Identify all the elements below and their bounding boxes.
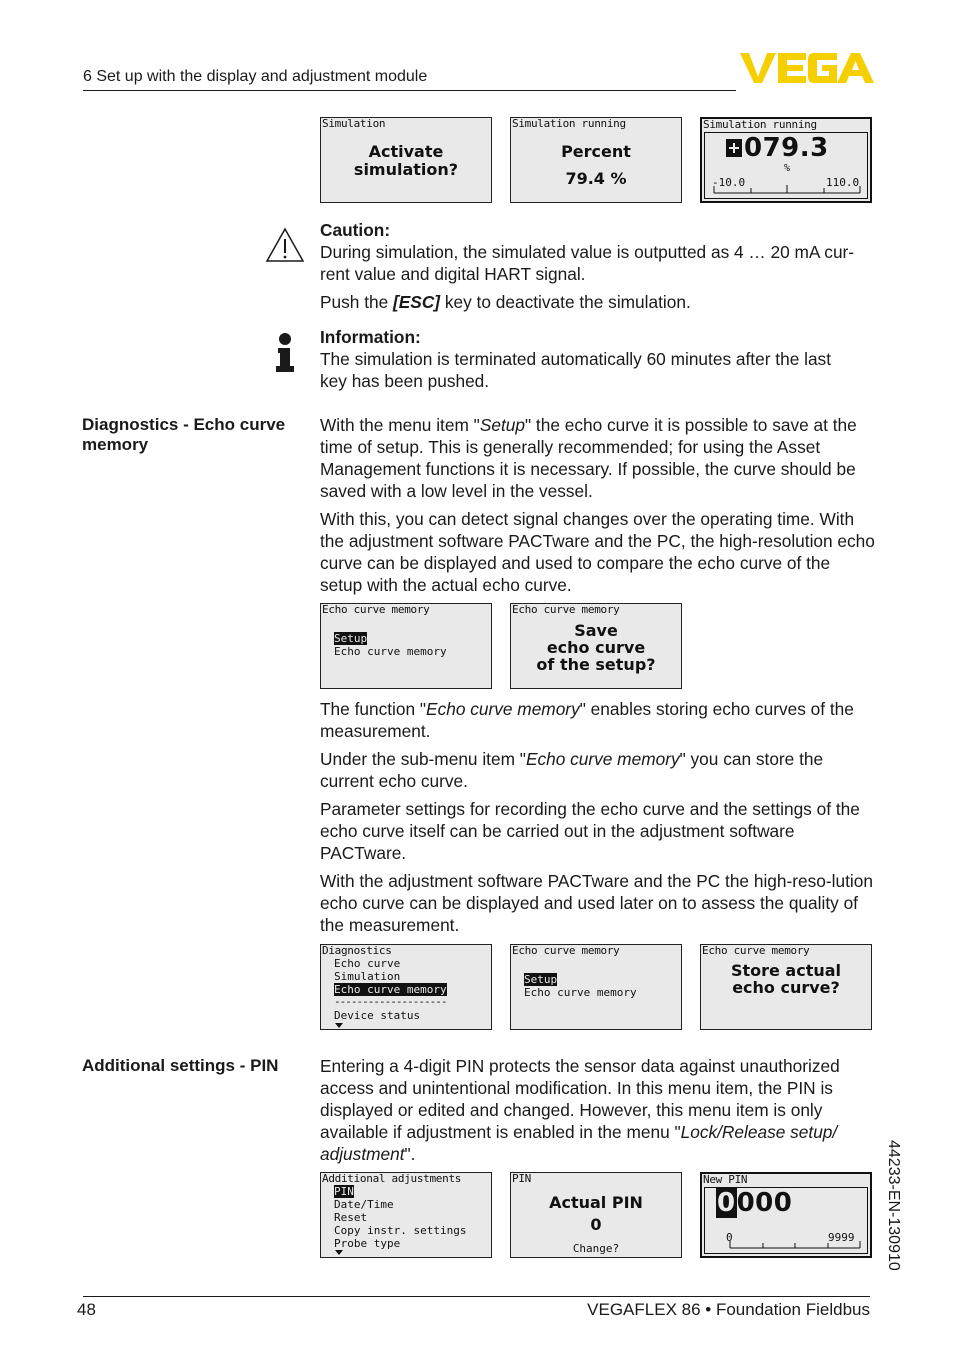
display-new-pin xyxy=(700,1172,872,1258)
display-min: 0 xyxy=(726,1231,733,1244)
display-scale xyxy=(712,183,862,195)
display-selected-item: Setup xyxy=(334,632,368,645)
display-caption: Echo curve memory xyxy=(322,603,430,616)
caution-text-line: rent value and digital HART signal. xyxy=(320,264,586,284)
section-label-pin: Additional settings - PIN xyxy=(82,1056,279,1075)
text-run: With the menu item " xyxy=(320,415,480,435)
paragraph: With the adjustment software PACTware and the PC the high-reso-lution echo curve can be displayed and used later on to assess the quality of the measurement. xyxy=(320,871,873,935)
display-menu-item: Simulation xyxy=(334,970,401,983)
text-run-italic: Echo curve memory xyxy=(525,749,680,769)
caution-text-line: During simulation, the simulated value is outputted as 4 … 20 mA cur- xyxy=(320,242,855,262)
display-menu-item: Echo curve memory xyxy=(524,986,637,999)
caution-push-text xyxy=(320,291,876,313)
display-max: 9999 xyxy=(828,1231,855,1244)
display-simulation-value xyxy=(700,117,872,203)
display-selected-item: PIN xyxy=(334,1185,354,1198)
display-line: echo curve xyxy=(546,638,646,657)
display-simulation xyxy=(320,117,492,203)
display-big-value: 079.3 xyxy=(744,133,829,163)
label-line: Diagnostics - Echo curve xyxy=(82,415,286,434)
paragraph xyxy=(320,1055,876,1165)
display-menu-item: Echo curve memory xyxy=(334,645,447,658)
display-caption: Diagnostics xyxy=(322,944,392,957)
display-menu-item: Date/Time xyxy=(334,1198,394,1211)
page-number: 48 xyxy=(77,1300,96,1319)
display-selected-item: Echo curve memory xyxy=(334,983,447,996)
diagnostics-text-2 xyxy=(320,698,876,936)
display-store-echo-curve xyxy=(700,944,872,1030)
document-code-text: 44233-EN-130910 xyxy=(885,1140,902,1271)
display-line: Percent xyxy=(561,142,631,161)
text-run: ". xyxy=(404,1144,416,1164)
section-label-diagnostics xyxy=(82,415,307,455)
display-selected-item: Setup xyxy=(524,973,558,986)
paragraph xyxy=(320,748,876,792)
display-caption: Echo curve memory xyxy=(512,944,620,957)
display-line: echo curve? xyxy=(732,978,840,997)
display-caption: Simulation running xyxy=(703,118,817,131)
header-rule xyxy=(83,90,736,91)
information-icon xyxy=(274,333,296,373)
display-value: 0 xyxy=(590,1215,602,1234)
information-title: Information: xyxy=(320,327,421,347)
scroll-down-arrow-icon xyxy=(335,1250,343,1255)
push-prefix: Push the xyxy=(320,292,394,312)
text-run: " enables storing echo curves of the measurement. xyxy=(320,699,854,741)
information-text-line: key has been pushed. xyxy=(320,371,490,391)
footer-rule xyxy=(83,1296,870,1297)
display-simulation-percent xyxy=(510,117,682,203)
display-caption: PIN xyxy=(512,1172,531,1185)
display-sub-label: Change? xyxy=(572,1242,620,1255)
display-caption: Simulation xyxy=(322,117,386,130)
display-line: Activate xyxy=(368,142,444,161)
text-run-italic: Echo curve memory xyxy=(426,699,580,719)
paragraph: With this, you can detect signal changes over the operating time. With the adjustment software PACTware and the PC, the high-resolution echo curve can be displayed and used to compare the echo curve of the setup with the actual echo curve. xyxy=(320,509,875,595)
display-caption: Additional adjustments xyxy=(322,1172,462,1185)
display-line: of the setup? xyxy=(536,655,656,674)
push-suffix: key to deactivate the simulation. xyxy=(440,292,691,312)
display-unit: % xyxy=(784,163,791,174)
display-min: -10.0 xyxy=(712,176,746,189)
pin-remaining-digits: 000 xyxy=(736,1188,793,1218)
vega-logo xyxy=(740,50,874,86)
section-title: 6 Set up with the display and adjustment module xyxy=(83,68,428,85)
text-run: The function " xyxy=(320,699,427,719)
label-line: memory xyxy=(82,435,149,454)
caution-title: Caution: xyxy=(320,220,391,240)
paragraph: Parameter settings for recording the echo curve and the settings of the echo curve itself can be carried out in the adjustment software PACTware. xyxy=(320,799,860,863)
display-menu-item: Echo curve xyxy=(334,957,401,970)
paragraph xyxy=(320,698,876,742)
display-echo-curve-memory-menu xyxy=(320,603,492,689)
diagnostics-text-1 xyxy=(320,414,876,596)
display-additional-adjustments xyxy=(320,1172,492,1258)
display-menu-item: Device status xyxy=(334,1009,421,1022)
display-caption: Echo curve memory xyxy=(702,944,810,957)
information-block xyxy=(320,326,876,392)
esc-key-label: [ESC] xyxy=(393,292,441,312)
scroll-down-arrow-icon xyxy=(335,1023,343,1028)
display-caption: New PIN xyxy=(703,1173,748,1186)
display-menu-item: Reset xyxy=(334,1211,368,1224)
text-run: " the echo curve it is possible to save at the time of setup. This is generally recommended; for using the Asset Management functions it is necessary. If possible, the curve should be saved with a low level in the vessel. xyxy=(320,415,857,501)
footer-document-title: VEGAFLEX 86 • Foundation Fieldbus xyxy=(587,1300,870,1319)
display-save-echo-curve xyxy=(510,603,682,689)
display-scale xyxy=(712,1238,862,1250)
pin-text xyxy=(320,1055,876,1165)
display-caption: Simulation running xyxy=(512,117,626,130)
display-menu-item: Probe type xyxy=(334,1237,401,1250)
display-echo-curve-memory-menu-2 xyxy=(510,944,682,1030)
text-run-italic: Setup xyxy=(479,415,525,435)
display-line: Store actual xyxy=(730,961,842,980)
text-run: Under the sub-menu item " xyxy=(320,749,526,769)
display-line: Actual PIN xyxy=(549,1193,643,1212)
paragraph xyxy=(320,414,876,502)
pin-cursor-digit: 0 xyxy=(717,1188,736,1218)
text-run: " you can store the current echo curve. xyxy=(320,749,824,791)
display-line: simulation? xyxy=(353,160,459,179)
warning-triangle-icon xyxy=(265,227,305,263)
display-diagnostics-menu xyxy=(320,944,492,1030)
display-line: Save xyxy=(574,621,618,640)
display-separator: -------------------- xyxy=(334,995,447,1008)
information-text-line: The simulation is terminated automatically 60 minutes after the last xyxy=(320,349,831,369)
display-menu-item: Copy instr. settings xyxy=(334,1224,467,1237)
caution-block xyxy=(320,219,876,313)
display-actual-pin xyxy=(510,1172,682,1258)
display-caption: Echo curve memory xyxy=(512,603,620,616)
display-value: 79.4 % xyxy=(565,169,627,188)
plus-sign-icon xyxy=(726,139,742,157)
text-run-italic: Lock/Release setup/ adjustment xyxy=(320,1122,838,1164)
display-pin-value xyxy=(716,1188,792,1218)
display-max: 110.0 xyxy=(826,176,860,189)
document-code xyxy=(878,1140,906,1290)
text-run: Entering a 4-digit PIN protects the sensor data against unauthorized access and unintentional modification. In this menu item, the PIN is displayed or edited and changed. However, this menu item is only available if adjustment is enabled in the menu " xyxy=(320,1056,840,1142)
